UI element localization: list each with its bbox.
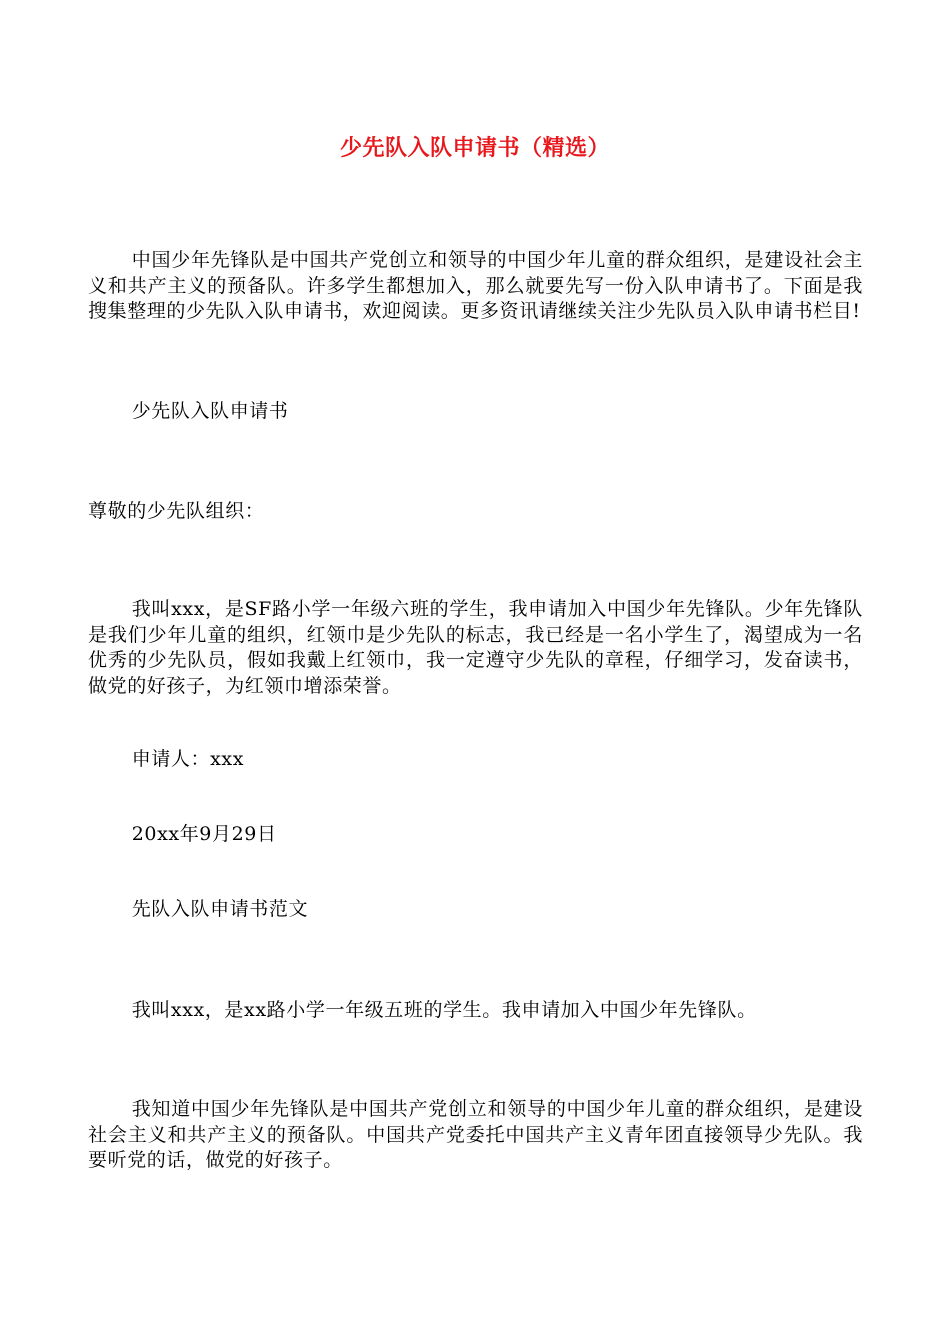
section-heading-sample: 先队入队申请书范文 xyxy=(131,898,309,920)
application-body-paragraph: 我叫xxx，是SF路小学一年级六班的学生，我申请加入中国少年先锋队。少年先锋队是我们少年儿童的组织，红领巾是少先队的标志，我已经是一名小学生了，渴望成为一名优秀的少先队员，假如我戴上红领巾，我一定遵守少先队的章程，仔细学习，发奋读书，做党的好孩子，为红领巾增添荣誉。 xyxy=(88,598,863,697)
sample-paragraph-2: 我知道中国少年先锋队是中国共产党创立和领导的中国少年儿童的群众组织，是建设社会主义和共产主义的预备队。中国共产党委托中国共产主义青年团直接领导少先队。我要听党的话，做党的好孩子。 xyxy=(88,1098,863,1171)
sample-paragraph-1: 我叫xxx，是xx路小学一年级五班的学生。我申请加入中国少年先锋队。 xyxy=(131,999,757,1021)
applicant-signature: 申请人：xxx xyxy=(131,748,245,770)
document-title: 少先队入队申请书（精选） xyxy=(339,136,610,161)
application-date: 20xx年9月29日 xyxy=(131,823,277,845)
salutation: 尊敬的少先队组织： xyxy=(88,500,265,522)
section-heading-application: 少先队入队申请书 xyxy=(131,400,289,422)
intro-paragraph: 中国少年先锋队是中国共产党创立和领导的中国少年儿童的群众组织，是建设社会主义和共产主义的预备队。许多学生都想加入，那么就要先写一份入队申请书了。下面是我搜集整理的少先队入队申请书，欢迎阅读。更多资讯请继续关注少先队员入队申请书栏目! xyxy=(88,249,863,322)
